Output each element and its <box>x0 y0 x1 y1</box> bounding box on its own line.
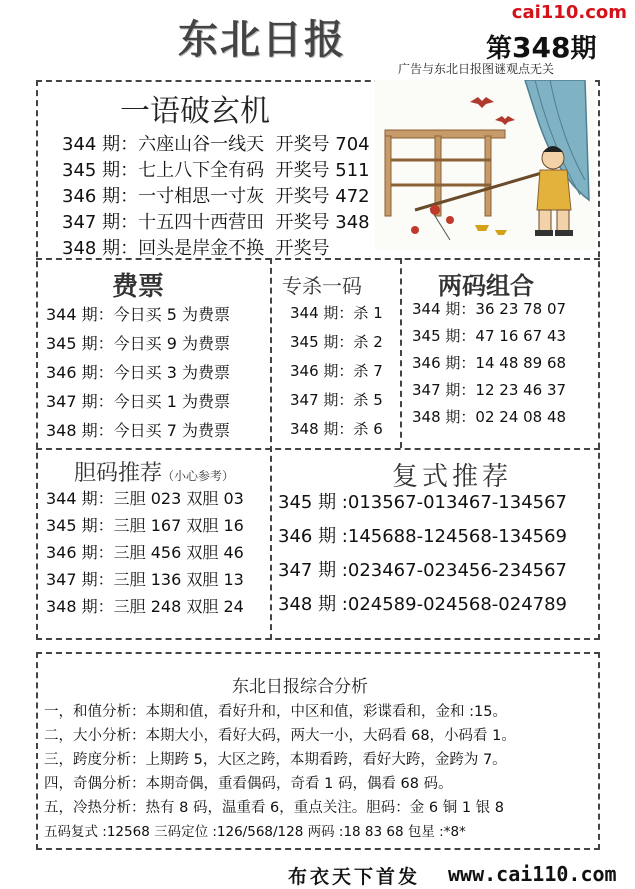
free-ticket-text: 今日买 3 为费票 <box>113 363 231 382</box>
compound-row: 345 期 :013567-013467-134567 <box>278 492 568 513</box>
analysis-line: 二，大小分析：本期大小，看好大码，两大一小，大码看 68，小码看 1。 <box>44 728 516 744</box>
gall-issue: 344 期 <box>46 489 98 508</box>
compound-row: 347 期 :023467-023456-234567 <box>278 560 568 581</box>
riddle-title: 一语破玄机 <box>120 94 270 129</box>
riddle-list <box>62 130 370 260</box>
riddle-phrase: 回头是岸金不换 <box>138 238 265 259</box>
gall-list <box>46 486 244 621</box>
gall-issue: 348 期 <box>46 597 98 616</box>
free-ticket-row: 345 期：今日买 9 为费票 <box>46 334 231 353</box>
kill-one-issue: 345 期 <box>290 333 339 351</box>
gall-row: 347 期：三胆 136 双胆 13 <box>46 570 244 589</box>
riddle-draw: 开奖号 348 <box>275 212 370 233</box>
analysis-line: 四，奇偶分析：本期奇偶，重看偶码，奇看 1 码，偶看 68 码。 <box>44 776 453 792</box>
divider-v1 <box>270 258 272 640</box>
compound-title: 复式推荐 <box>392 462 513 492</box>
analysis-line: 五，冷热分析：热有 8 码，温重看 6，重点关注。胆码：金 6 铜 1 银 8 <box>44 800 504 816</box>
divider-v2 <box>400 258 402 448</box>
gall-text: 三胆 023 双胆 03 <box>113 489 244 508</box>
free-ticket-row: 346 期：今日买 3 为费票 <box>46 363 231 382</box>
gall-row: 348 期：三胆 248 双胆 24 <box>46 597 244 616</box>
analysis-line: 三，跨度分析：上期跨 5，大区之跨，本期看跨，看好大跨，金跨为 7。 <box>44 752 507 768</box>
two-code-row: 344 期：36 23 78 07 <box>412 300 567 318</box>
kill-one-text: 杀 6 <box>353 420 383 438</box>
two-code-row: 348 期：02 24 08 48 <box>412 408 567 426</box>
kill-one-list <box>290 302 383 447</box>
gall-issue: 347 期 <box>46 570 98 589</box>
compound-issue: 347 期 <box>278 560 337 581</box>
riddle-phrase: 十五四十西营田 <box>138 212 265 233</box>
analysis-line: 一，和值分析：本期和值，看好升和，中区和值，彩谍看和，金和 :15。 <box>44 704 507 720</box>
gall-row: 346 期：三胆 456 双胆 46 <box>46 543 244 562</box>
two-code-issue: 347 期 <box>412 381 461 399</box>
riddle-row: 346 期：一寸相思一寸灰 开奖号 472 <box>62 186 370 207</box>
free-ticket-list <box>46 302 230 447</box>
two-code-list <box>412 298 566 433</box>
gall-text: 三胆 456 双胆 46 <box>113 543 244 562</box>
kill-one-row: 346 期：杀 7 <box>290 362 383 380</box>
riddle-row: 345 期：七上八下全有码 开奖号 511 <box>62 160 370 181</box>
kill-one-title: 专杀一码 <box>282 274 362 298</box>
riddle-draw: 开奖号 511 <box>275 160 370 181</box>
kill-one-text: 杀 5 <box>353 391 383 409</box>
free-ticket-text: 今日买 1 为费票 <box>113 392 231 411</box>
two-code-row: 345 期：47 16 67 43 <box>412 327 567 345</box>
gall-title: 胆码推荐 <box>74 461 163 486</box>
free-ticket-row: 344 期：今日买 5 为费票 <box>46 305 231 324</box>
gall-text: 三胆 248 双胆 24 <box>113 597 244 616</box>
issue-suffix: 期 <box>570 34 597 64</box>
analysis-list <box>44 700 516 844</box>
compound-issue: 348 期 <box>278 594 337 615</box>
kill-one-text: 杀 7 <box>353 362 383 380</box>
two-code-issue: 344 期 <box>412 300 461 318</box>
riddle-phrase: 七上八下全有码 <box>138 160 265 181</box>
two-code-text: 14 48 89 68 <box>475 354 567 372</box>
kill-one-row: 347 期：杀 5 <box>290 391 383 409</box>
free-ticket-issue: 347 期 <box>46 392 98 411</box>
gall-issue: 345 期 <box>46 516 98 535</box>
compound-text: 145688-124568-134569 <box>347 526 568 547</box>
analysis-line: 五码复式 :12568 三码定位 :126/568/128 两码 :18 83 68 包星 :*8* <box>44 824 466 840</box>
two-code-text: 36 23 78 07 <box>475 300 567 318</box>
two-code-issue: 345 期 <box>412 327 461 345</box>
compound-row: 346 期 :145688-124568-134569 <box>278 526 568 547</box>
gall-text: 三胆 136 双胆 13 <box>113 570 244 589</box>
compound-issue: 345 期 <box>278 492 337 513</box>
gall-row: 345 期：三胆 167 双胆 16 <box>46 516 244 535</box>
compound-text: 023467-023456-234567 <box>347 560 568 581</box>
free-ticket-issue: 348 期 <box>46 421 98 440</box>
riddle-draw: 开奖号 704 <box>275 134 370 155</box>
free-ticket-row: 347 期：今日买 1 为费票 <box>46 392 231 411</box>
kill-one-row: 348 期：杀 6 <box>290 420 383 438</box>
footer-site: www.cai110.com <box>448 862 617 886</box>
two-code-text: 02 24 08 48 <box>475 408 567 426</box>
two-code-row: 347 期：12 23 46 37 <box>412 381 567 399</box>
free-ticket-text: 今日买 7 为费票 <box>113 421 231 440</box>
free-ticket-text: 今日买 9 为费票 <box>113 334 231 353</box>
divider-mid <box>36 448 600 450</box>
compound-list <box>278 488 567 624</box>
free-ticket-issue: 344 期 <box>46 305 98 324</box>
riddle-issue: 347 期 <box>62 212 121 233</box>
kill-one-issue: 346 期 <box>290 362 339 380</box>
riddle-issue: 346 期 <box>62 186 121 207</box>
gall-text: 三胆 167 双胆 16 <box>113 516 244 535</box>
compound-text: 013567-013467-134567 <box>347 492 568 513</box>
compound-text: 024589-024568-024789 <box>347 594 568 615</box>
masthead-title: 东北日报 <box>178 16 346 63</box>
compound-row: 348 期 :024589-024568-024789 <box>278 594 568 615</box>
two-code-text: 12 23 46 37 <box>475 381 567 399</box>
footer-slogan: 布衣天下首发 <box>288 866 421 888</box>
two-code-row: 346 期：14 48 89 68 <box>412 354 567 372</box>
riddle-issue: 345 期 <box>62 160 121 181</box>
issue-value: 348 <box>512 31 571 64</box>
free-ticket-issue: 346 期 <box>46 363 98 382</box>
site-logo-text: cai110.com <box>511 2 627 23</box>
kill-one-text: 杀 2 <box>353 333 383 351</box>
riddle-phrase: 一寸相思一寸灰 <box>138 186 265 207</box>
riddle-row: 347 期：十五四十西营田 开奖号 348 <box>62 212 370 233</box>
riddle-row: 344 期：六座山谷一线天 开奖号 704 <box>62 134 370 155</box>
kill-one-text: 杀 1 <box>353 304 383 322</box>
free-ticket-title: 费票 <box>112 272 165 302</box>
riddle-draw: 开奖号 472 <box>275 186 370 207</box>
disclaimer: 广告与东北日报图谜观点无关 <box>398 62 555 76</box>
kill-one-row: 345 期：杀 2 <box>290 333 383 351</box>
free-ticket-row: 348 期：今日买 7 为费票 <box>46 421 231 440</box>
gall-issue: 346 期 <box>46 543 98 562</box>
riddle-issue: 348 期 <box>62 238 121 259</box>
issue-prefix: 第 <box>486 34 513 64</box>
two-code-issue: 348 期 <box>412 408 461 426</box>
gall-row: 344 期：三胆 023 双胆 03 <box>46 489 244 508</box>
free-ticket-text: 今日买 5 为费票 <box>113 305 231 324</box>
riddle-illustration <box>375 80 595 250</box>
analysis-title: 东北日报综合分析 <box>232 677 368 697</box>
kill-one-issue: 347 期 <box>290 391 339 409</box>
riddle-issue: 344 期 <box>62 134 121 155</box>
gall-title-group <box>74 456 234 487</box>
kill-one-issue: 348 期 <box>290 420 339 438</box>
gall-note: （小心参考） <box>162 469 235 483</box>
riddle-row: 348 期：回头是岸金不换 开奖号 <box>62 238 330 259</box>
free-ticket-issue: 345 期 <box>46 334 98 353</box>
kill-one-row: 344 期：杀 1 <box>290 304 383 322</box>
riddle-draw: 开奖号 <box>275 238 330 259</box>
two-code-issue: 346 期 <box>412 354 461 372</box>
riddle-phrase: 六座山谷一线天 <box>138 134 265 155</box>
compound-issue: 346 期 <box>278 526 337 547</box>
two-code-title: 两码组合 <box>438 271 534 300</box>
two-code-text: 47 16 67 43 <box>475 327 567 345</box>
kill-one-issue: 344 期 <box>290 304 339 322</box>
